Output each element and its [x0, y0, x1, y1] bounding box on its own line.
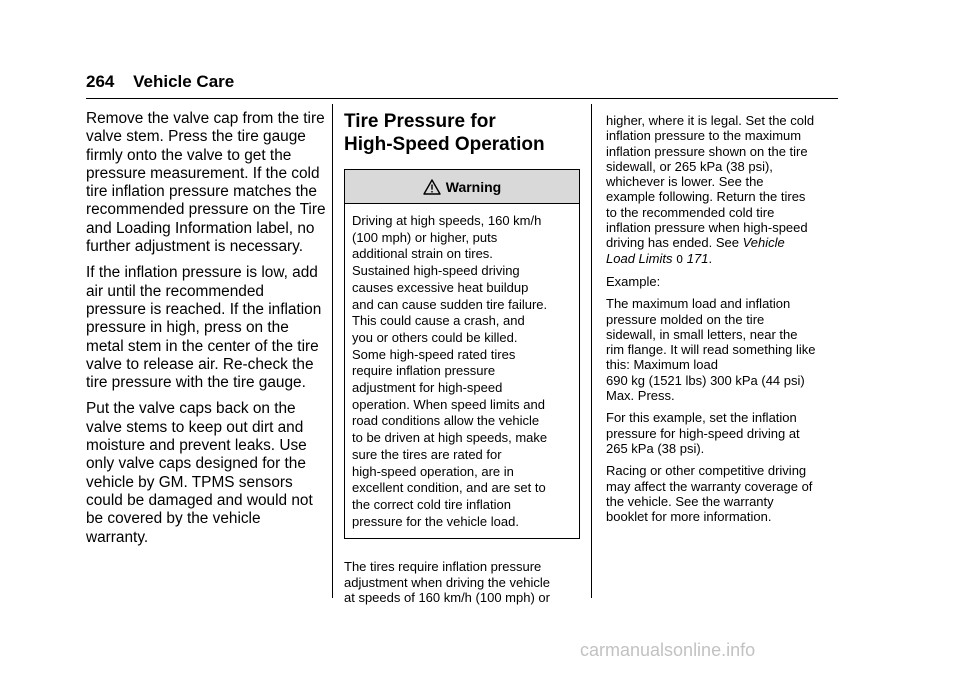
paragraph-check-pressure: Remove the valve cap from the tire valve stem. Press the tire gauge firmly onto the valve to get the pressure measurement. If the cold tire inflation pressure matches the recommended pressure on the Tire and Loading Information label, no further adjustment is necessary.: [86, 110, 326, 256]
paragraph-example-setting: [606, 410, 842, 456]
warning-label: Warning: [445, 178, 502, 195]
text-line: pressure molded on the tire: [606, 311, 765, 327]
paragraph-set-pressure: [606, 113, 842, 267]
text-line: adjustment for high-speed: [352, 380, 503, 396]
warning-box: [344, 169, 580, 539]
text-line: road conditions allow the vehicle: [352, 413, 540, 429]
text-line: For this example, set the inflation: [606, 410, 797, 426]
text-line: may affect the warranty coverage of: [606, 478, 813, 494]
text-line: 690 kg (1521 lbs) 300 kPa (44 psi): [606, 372, 805, 388]
warning-icon: [423, 179, 441, 195]
paragraph-valve-caps: Put the valve caps back on the valve stems to keep out dirt and moisture and prevent leaks. Use only valve caps designed for the vehicle by GM. TPMS sensors could be damaged and would not be covered by the vehicle warranty.: [86, 400, 313, 546]
page-number: 264: [86, 72, 115, 91]
page-header: [86, 72, 234, 92]
text-line: rim flange. It will read something like: [606, 342, 816, 358]
xref-title-part1[interactable]: Vehicle: [742, 235, 785, 251]
text-line: 265 kPa (38 psi).: [606, 440, 705, 456]
column-divider-right: [591, 104, 592, 598]
text-line: you or others could be killed.: [352, 329, 518, 345]
text-line: the vehicle. See the warranty: [606, 493, 774, 509]
page-ref-icon: 0: [676, 252, 684, 266]
text-line: The maximum load and inflation: [606, 296, 791, 312]
text-line: adjustment when driving the vehicle: [344, 574, 550, 590]
text-line: at speeds of 160 km/h (100 mph) or: [344, 589, 550, 605]
text-line: inflation pressure when high-speed: [606, 220, 808, 236]
text-line: Driving at high speeds, 160 km/h: [352, 213, 542, 228]
text-line: sidewall, or 265 kPa (38 psi),: [606, 158, 773, 174]
xref-title-part2[interactable]: Load Limits: [606, 250, 673, 266]
text-line: high-speed operation, are in: [352, 463, 514, 479]
text-line: pressure for the vehicle load.: [352, 513, 519, 529]
section-heading: [344, 110, 580, 156]
text-line: Max. Press.: [606, 388, 675, 404]
text-line: and can cause sudden tire failure.: [352, 296, 548, 312]
text-line: higher, where it is legal. Set the cold: [606, 113, 815, 128]
text-line: sure the tires are rated for: [352, 446, 502, 462]
section-heading-line1: Tire Pressure for: [344, 111, 496, 132]
text-line: sidewall, in small letters, near the: [606, 326, 798, 342]
text-line: excellent condition, and are set to: [352, 480, 546, 496]
warning-header: [345, 170, 579, 204]
text-line: This could cause a crash, and: [352, 313, 525, 329]
section-heading-line2: High-Speed Operation: [344, 134, 545, 155]
paragraph-example-label-text: [606, 296, 842, 403]
page-section-title: Vehicle Care: [133, 72, 235, 91]
column-right: [606, 113, 842, 531]
column-left: [86, 110, 326, 555]
watermark: carmanualsonline.info: [580, 640, 756, 660]
xref-line: [606, 251, 842, 267]
text-line: inflation pressure to the maximum: [606, 128, 802, 144]
text-line: the correct cold tire inflation: [352, 496, 511, 512]
text-line: causes excessive heat buildup: [352, 279, 529, 295]
text-line: additional strain on tires.: [352, 246, 493, 262]
text-line: to the recommended cold tire: [606, 204, 775, 220]
text-line: pressure for high-speed driving at: [606, 425, 800, 441]
text-line: example following. Return the tires: [606, 189, 806, 205]
set-pressure-lines: [606, 113, 842, 251]
header-rule: [86, 98, 838, 99]
text-line: booklet for more information.: [606, 509, 772, 525]
text-line: whichever is lower. See the: [606, 174, 764, 190]
xref-page[interactable]: 171: [686, 250, 709, 266]
text-line: Some high-speed rated tires: [352, 346, 516, 362]
example-label: Example:: [606, 273, 661, 289]
xref-end: .: [708, 250, 713, 266]
text-line: require inflation pressure: [352, 363, 496, 379]
text-line: to be driven at high speeds, make: [352, 430, 548, 446]
warning-text: [345, 204, 579, 538]
text-line: (100 mph) or higher, puts: [352, 229, 498, 245]
text-line: this: Maximum load: [606, 357, 718, 373]
text-line: Sustained high-speed driving: [352, 263, 520, 279]
column-divider-left: [332, 104, 333, 598]
text-line: inflation pressure shown on the tire: [606, 143, 808, 159]
paragraph-add-air: If the inflation pressure is low, add air until the recommended pressure is reached. If the inflation pressure in high, press on the metal stem in the center of the tire valve to release air. Re-check the tire pressure with the tire gauge.: [86, 264, 322, 392]
text-line: Racing or other competitive driving: [606, 463, 807, 479]
paragraph-high-speed-adjust: [344, 559, 580, 605]
paragraph-racing: [606, 463, 842, 524]
text-line: driving has ended. See Vehicle: [606, 235, 785, 251]
text-line: operation. When speed limits and: [352, 396, 545, 412]
text-line: The tires require inflation pressure: [344, 559, 542, 575]
column-middle: [344, 110, 580, 605]
